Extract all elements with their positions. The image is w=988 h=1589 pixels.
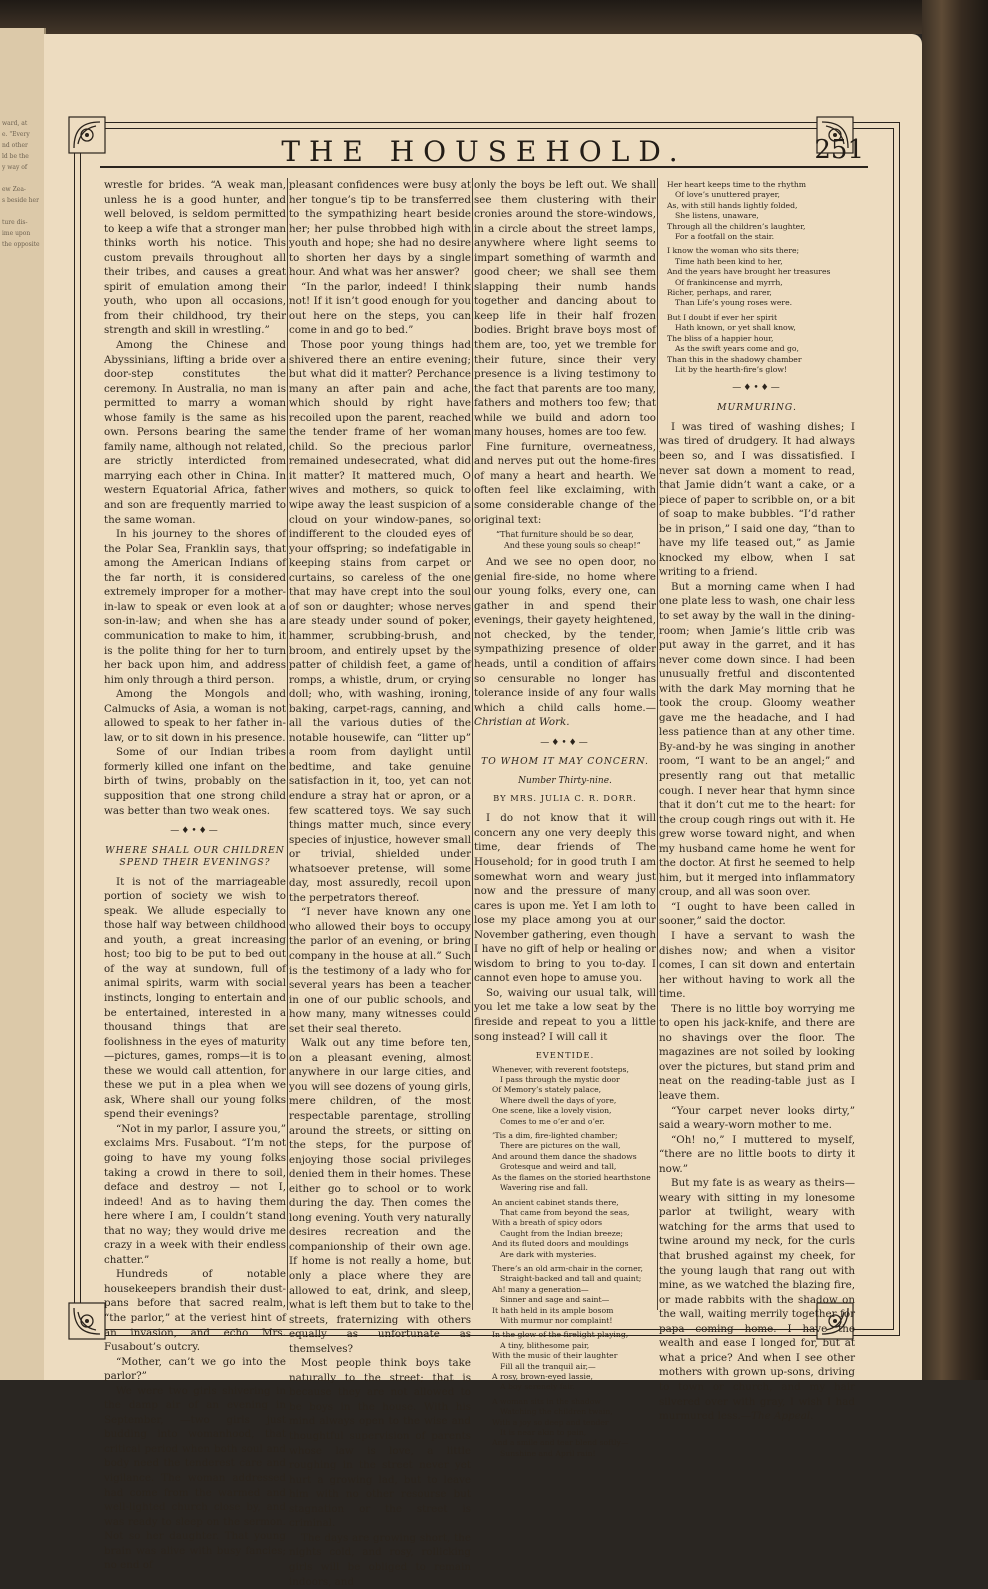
poem-line: I know the woman who sits there; — [667, 246, 800, 256]
fragment-line: ture dis- — [2, 219, 28, 226]
quote-line: And these young souls so cheap!” — [504, 541, 641, 551]
poem-line: Lit by the hearth-fire’s glow! — [675, 364, 788, 374]
paragraph: I was tired of washing dishes; I was tired of drudgery. It had always been so, and I was dissatisfied. I never sat down a moment to read, that Jamie didn’t want a cake, or a piece of paper to scribble on, or a bit of soap to make bubbles. “I’d rather be in prison,” I said one day, “than to have my life teased out,” as Jamie knocked my elbow, when I sat writing to a friend. — [659, 420, 855, 579]
poem-title: EVENTIDE. — [535, 1050, 595, 1061]
book-edge-top — [0, 0, 988, 34]
page-header — [104, 135, 864, 168]
section-ornament: —♦•♦— — [170, 826, 220, 837]
poem-line: Straight-backed and tall and quaint; — [500, 1274, 642, 1284]
column-rule — [472, 178, 473, 1310]
paragraph: “Mother, can’t we go into the parlor?” — [104, 1355, 286, 1383]
poem-line: Of frankincense and myrrh, — [675, 277, 783, 287]
column-4 — [659, 178, 855, 1423]
poem-stanza — [667, 313, 855, 375]
paragraph: only the boys be left out. We shall see them clustering with their cronies around the store-windows, in a circle about the street lamps, anywhere where light seems to impart something of warmth and good cheer; we shall see them slapping their numb hands together and dancing about to keep life in their half frozen bodies. Bright brave boys most of them are, too, yet we tremble for their future, since their very presence is a living testimony to the fact that parents are too many, fathers and mothers too few; that while we build and adorn too many houses, homes are too few. — [474, 179, 656, 439]
poem-stanza — [667, 246, 855, 308]
block-quote — [496, 529, 656, 551]
paragraph: But a morning came when I had one plate less to wash, one chair less to set away by the wall in the dining-room; when Jamie’s little crib was put away in the garret, and it has never come down since. I had been unusually fretful and discontented with the dark May morning that he took the croup. Gloomy weather gave me the headache, and I had less patience than at any other time. By-and-by he was singing in another room, “I want to be an angel;” and presently rang out that metallic cough. I never hear that hymn since that it don’t cut me to the heart: for the croup cough rings out with it. He grew worse toward night, and when my husband came home he went for the doctor. At first he seemed to help him, but it merged into inflammatory croup, and all was soon over. — [659, 580, 855, 899]
fragment-line: e. "Every — [2, 131, 30, 138]
paragraph: wrestle for brides. “A weak man, unless he is a good hunter, and well beloved, is seldom permitted to keep a wife that a stronger man thinks worth his notice. This custom prevails throughout all their tribes, and causes a great spirit of emulation among their youth, who upon all occasions, from their childhood, try their strength and skill in wrestling.” — [104, 179, 286, 337]
paragraph: Among the Chinese and Abyssinians, lifting a bride over a door-step constitutes the ceremony. In Australia, no man is permitted to marry a woman whose family is the same as his own. Persons bearing the same family name, although not related, are strictly interdicted from marrying each other in China. In western Equatorial Africa, father and son are frequently married to the same woman. — [104, 339, 286, 526]
paragraph: Walk out any time before ten, on a pleasant evening, almost anywhere in our large cities, and you will see dozens of young girls, mere children, of the most respectable parentage, strolling around the streets, or sitting on the steps, for the purpose of enjoying those social privileges denied them in their homes. These either go to school or to work during the day. Then comes the long evening. Youth very naturally desires recreation and the companionship of their own age. If home is not really a home, but only a place where they are allowed to eat, drink, and sleep, what is left them but to take to the streets, fraternizing with others equally as unfortunate as themselves? — [289, 1037, 471, 1355]
fragment-line — [2, 206, 40, 217]
book-binding — [922, 0, 988, 1380]
article-signature: The Appeal. — [751, 1410, 814, 1423]
fragment-line: y way of — [2, 164, 28, 171]
paragraph: Fine furniture, overneatness, and nerves put out the home-fires of many a heart and hearth. We often feel like exclaiming, with some considerable change of the original text: — [474, 440, 656, 526]
poem-line: In the glow of the firelight playing, — [492, 1330, 629, 1340]
poem-line: But I doubt if ever her spirit — [667, 312, 778, 322]
article-text — [104, 875, 286, 1573]
poem-line: With a joy so deep and tender — [492, 1417, 609, 1427]
article-heading: TO WHOM IT MAY CONCERN. — [481, 756, 649, 768]
poem-stanza — [492, 1198, 656, 1260]
paragraph: Those poor young things had shivered there an entire evening; but what did it matter? Perchance many an after pain and ache, which should by right have recoiled upon the parent, reached the tender frame of her woman child. So the precious parlor remained undesecrated, what did it matter? It mattered much, O wives and mothers, so quick to wipe away the least suspicion of a cloud on your window-panes, so indifferent to the clouded eyes of your offspring; so indefatigable in keeping stains from carpet or curtains, so careless of the one that may have crept into the soul of son or daughter; whose nerves are steady under sound of poker, hammer, scrubbing-brush, and broom, and entirely upset by the patter of childish feet, a game of romps, a whistle, drum, or crying doll; who, with washing, ironing, baking, carpet-rags, canning, and all the various duties of the notable housewife, can “litter up” a room from daylight until bedtime, and take genuine satisfaction in it, too, yet can not endure a stray hat or apron, or a few scattered toys. We say such things matter much, since every species of injustice, however small or trivial, shielded under whatsoever pretense, will some day, most assuredly, recoil upon the perpetrators thereof. — [289, 339, 471, 904]
poem — [492, 1065, 656, 1460]
paragraph: So, waiving our usual talk, will you let me take a low seat by the fireside and repeat to you a little song instead? I will call it — [474, 986, 656, 1043]
poem-stanza — [492, 1397, 656, 1459]
fragment-line: ward, at — [2, 120, 28, 127]
paragraph: Most people think boys take naturally to the street; that is because they are not allowed to be boys in the house. With his mind always open to the wise and thoughtful supervision of parents whose law is love, a little roughing in the street never yet hurt a growing lad, but to leave him with no other resourse but stagnation or the street is criminal. — [289, 1357, 471, 1530]
fragment-line: ime upon — [2, 230, 31, 237]
poem-line: Sunshine and April rain! — [500, 1448, 596, 1458]
article-heading: MURMURING. — [717, 401, 797, 413]
quote-line: “That furniture should be so dear, — [496, 530, 634, 540]
paragraph: “I ought to have been called in sooner,” said the doctor. — [659, 900, 855, 928]
poem-line: One scene, like a lovely vision, — [492, 1106, 612, 1116]
page-number: 251 — [814, 135, 864, 165]
poem — [667, 180, 855, 375]
column-rule — [287, 178, 288, 1310]
corner-ornament-icon — [68, 116, 106, 154]
poem-line: She listens, unaware, — [675, 211, 759, 221]
poem-line: Wavering rise and fall. — [500, 1183, 588, 1193]
paragraph: In his journey to the shores of the Polar Sea, Franklin says, that among the American Indians of the far north, it is considered extremely improper for a mother-in-law to speak or even look at a son-in-law; and when she has a communication to make to him, it is the polite thing for her to turn her back upon him, and address him only through a third person. — [104, 528, 286, 686]
poem-line: A tiny, blithesome pair, — [500, 1340, 590, 1350]
poem-line: Are dark with mysteries. — [500, 1249, 597, 1259]
poem-line: Time hath been kind to her, — [675, 256, 783, 266]
paragraph: pleasant confidences were busy at her tongue’s tip to be transferred to the sympathizing heart beside her; her pulse throbbed high with youth and hope; she had no desire to shorten her days by a single hour. And what was her answer? — [289, 179, 471, 279]
fragment-line: nd other — [2, 142, 28, 149]
column-2 — [289, 178, 471, 1588]
poem-line: And around them dance the shadows — [492, 1151, 637, 1161]
poem-line: Than this in the shadowy chamber — [667, 354, 802, 364]
poem-line: Than Life’s young roses were. — [675, 298, 793, 308]
article-byline: BY MRS. JULIA C. R. DORR. — [493, 792, 637, 803]
paragraph: “In the parlor, indeed! I think not! If it isn’t good enough for you out here on the steps, you can come in and go to bed.” — [289, 280, 471, 337]
column-1 — [104, 178, 286, 1572]
poem-line: As the flames on the storied hearthstone — [492, 1172, 651, 1182]
poem-line: Sinner and sage and saint— — [500, 1295, 610, 1305]
marriage-customs-text — [104, 178, 286, 818]
section-ornament: —♦•♦— — [732, 383, 782, 394]
paragraph: “Not in my parlor, I assure you,” exclaims Mrs. Fusabout. “I’m not going to have my young folks taking a crowd in there to soil, deface and destroy — not I, indeed! And as to having them here where I am, I couldn’t stand that no way; they would drive me crazy in a week with their endless chatter.” — [104, 1122, 286, 1266]
poem-line: Fill all the tranquil air,— — [500, 1361, 596, 1371]
poem-line: As, with still hands lightly folded, — [667, 200, 798, 210]
poem-line: Comes to me o’er and o’er. — [500, 1116, 605, 1126]
fragment-line — [2, 173, 40, 184]
fragment-line: ld be the — [2, 153, 29, 160]
poem-line: There’s an old arm-chair in the corner, — [492, 1263, 643, 1273]
paragraph: The days are growing short, the nights cold, and rosy, rollicking girls will be obliged to remain indoors, and — [289, 1531, 471, 1588]
poem-line: I pass through the mystic door — [500, 1075, 620, 1085]
poem-line: Through all the children’s laughter, — [667, 221, 806, 231]
paragraph: It is not of the marriageable portion of society we wish to speak. We allude especially to those half way between childhood and youth, a great increasing host; too big to be put to bed out of the way at sundown, full of animal spirits, warm with social instincts, longing to entertain and be entertained, interested in a thousand things that are foolishness in the eyes of maturity—pictures, games, romps—it is to these we would call attention, for these we put in a plea when we ask, Where shall our young folks spend their evenings? — [104, 875, 286, 1121]
paragraph: We were two girls shivering in the damp air of an evening in September, —two girls just budding into womanhood, that critical period when both soul and body need the tenderest care and vigilance. The woman addressed had come from the warmed and well-lighted church close by, and was ready to sleep on the sermon. Not so her daughter. That young brain was alive with busy fancies; no end of — [104, 1384, 286, 1572]
poem-line: And its fluted doors and mouldings — [492, 1239, 629, 1249]
poem-line: It hath held in its ample bosom — [492, 1305, 614, 1315]
poem-line: A rosy, brown-eyed lassie, — [492, 1372, 593, 1381]
article-heading: WHERE SHALL OUR CHILDREN SPEND THEIR EVENINGS? — [105, 844, 285, 868]
poem-line: Of love’s unuttered prayer, — [675, 190, 780, 200]
poem-line: There are pictures on the wall, — [500, 1141, 621, 1151]
poem-stanza — [492, 1264, 656, 1326]
poem-stanza — [492, 1065, 656, 1127]
paragraph: And we see no open door, no genial fire-side, no home where our young folks, every one, can gather in and spend their evenings, their gayety heightened, not checked, by the tender, sympathizing presence of older heads, until a condition of affairs so censurable no longer has tolerance inside of any four walls which a child calls home.—Christian at Work. — [474, 556, 656, 729]
section-ornament: —♦•♦— — [540, 737, 590, 748]
poem-stanza — [492, 1330, 656, 1392]
paragraph: “I never have known any one who allowed their boys to occupy the parlor of an evening, or bring company in the house at all.” Such is the testimony of a lady who for several years has been a teacher in one of our public schools, and how many, many witnesses could set their seal thereto. — [289, 906, 471, 1035]
fragment-line: the opposite — [2, 241, 40, 248]
poem-line: Ah! many a generation— — [492, 1284, 589, 1294]
fragment-line: s beside her — [2, 197, 39, 204]
paragraph: But my fate is as weary as theirs—weary with sitting in my lonesome parlor at twilight, weary with watching for the arms that used to twine around my neck, for the curls that brushed against my cheek, for the young laugh that rang out with mine, as we watched the blazing fire, or made rabbits with the shadow on the wall, waiting merrily together for papa coming home. I have the wealth and ease I longed for, but at what a price? And when I see other mothers with grown up-sons, driving to town or church, and my hair silvered over with gray, I wish I had murmured less.—The Appeal. — [659, 1177, 855, 1423]
poem-line: A boy serenely fair. — [500, 1382, 575, 1392]
poem-stanza — [667, 180, 855, 242]
paragraph: There is no little boy worrying me to open his jack-knife, and there are no shavings over the floor. The magazines are not soiled by looking over the pictures, but stand prim and neat on the reading-table just as I leave them. — [659, 1002, 855, 1103]
poem-line: For a footfall on the stair. — [675, 232, 775, 242]
poem-line: Caught from the Indian breeze; — [500, 1228, 623, 1238]
column-rule — [657, 178, 658, 1310]
poem-line: It is near akin to pain, — [500, 1428, 587, 1438]
poem-line: And the years have brought her treasures — [667, 267, 831, 277]
article-text — [474, 811, 656, 1044]
poem-line: Her heart keeps time to the rhythm — [667, 180, 807, 189]
poem-line: A woman sits in the shadow — [492, 1396, 601, 1406]
paragraph: “Your carpet never looks dirty,” said a weary-worn mother to me. — [659, 1104, 855, 1132]
previous-page-text — [2, 118, 40, 250]
paragraph: I have a servant to wash the dishes now; and when a visitor comes, I can sit down and entertain her without having to work all the time. — [659, 930, 855, 1001]
paragraph: “Oh! no,” I muttered to myself, “there are no little boots to dirty it now.” — [659, 1133, 855, 1175]
header-rule — [100, 166, 868, 168]
poem-line: Where dwell the days of yore, — [500, 1095, 617, 1105]
fragment-line: ew Zea- — [2, 186, 26, 193]
article-text — [659, 420, 855, 1424]
article-text — [289, 178, 471, 1589]
poem-line: That came from beyond the seas, — [500, 1207, 630, 1217]
poem-line: Of Memory’s stately palace, — [492, 1085, 602, 1095]
poem-line: With murmur nor complaint! — [500, 1315, 613, 1325]
article-signature: Christian at Work. — [474, 716, 570, 729]
newspaper-page — [44, 34, 922, 1588]
previous-page-edge — [0, 28, 46, 1380]
poem-line: ’Tis a dim, fire-lighted chamber; — [492, 1131, 618, 1141]
poem-line: Hath known, or yet shall know, — [675, 323, 796, 333]
poem-line: Richer, perhaps, and rarer, — [667, 288, 772, 298]
masthead: THE HOUSEHOLD. — [281, 135, 687, 168]
poem-line: Whenever, with reverent footsteps, — [492, 1064, 629, 1074]
paragraph: Hundreds of notable housekeepers brandish their dust-pans before that sacred realm, “the parlor,” at the veriest hint of an invasion, and echo Mrs. Fusabout’s outcry. — [104, 1268, 286, 1354]
poem-line: And a smile and tear blend softly— — [492, 1438, 629, 1448]
article-subheading: Number Thirty-nine. — [518, 776, 612, 787]
corner-ornament-icon — [68, 1302, 106, 1340]
paragraph: I do not know that it will concern any one very deeply this time, dear friends of The Household; for in good truth I am somewhat worn and weary just now and the pressure of many cares is upon me. Yet I am loth to lose my place among you at our November gathering, even though I have no gift of help or healing or wisdom to bring to you to-day. I cannot even hope to amuse you. — [474, 812, 656, 985]
article-text — [474, 178, 656, 527]
column-3 — [474, 178, 656, 1458]
poem-line: Grotesque and weird and tall, — [500, 1162, 617, 1172]
poem-line: As the swift years come and go, — [675, 344, 799, 354]
poem-line: With a breath of spicy odors — [492, 1218, 603, 1228]
poem-line: An ancient cabinet stands there, — [492, 1197, 619, 1207]
paragraph: Some of our Indian tribes formerly killed one infant on the birth of twins, probably on the supposition that one strong child was better than two weak ones. — [104, 746, 286, 817]
poem-line: Watching the children twain, — [500, 1407, 613, 1417]
paragraph: Among the Mongols and Calmucks of Asia, a woman is not allowed to speak to her father in-law, or to sit down in his presence. — [104, 688, 286, 744]
poem-line: With the music of their laughter — [492, 1351, 618, 1361]
poem-stanza — [492, 1131, 656, 1193]
poem-line: The bliss of a happier hour, — [667, 333, 774, 343]
